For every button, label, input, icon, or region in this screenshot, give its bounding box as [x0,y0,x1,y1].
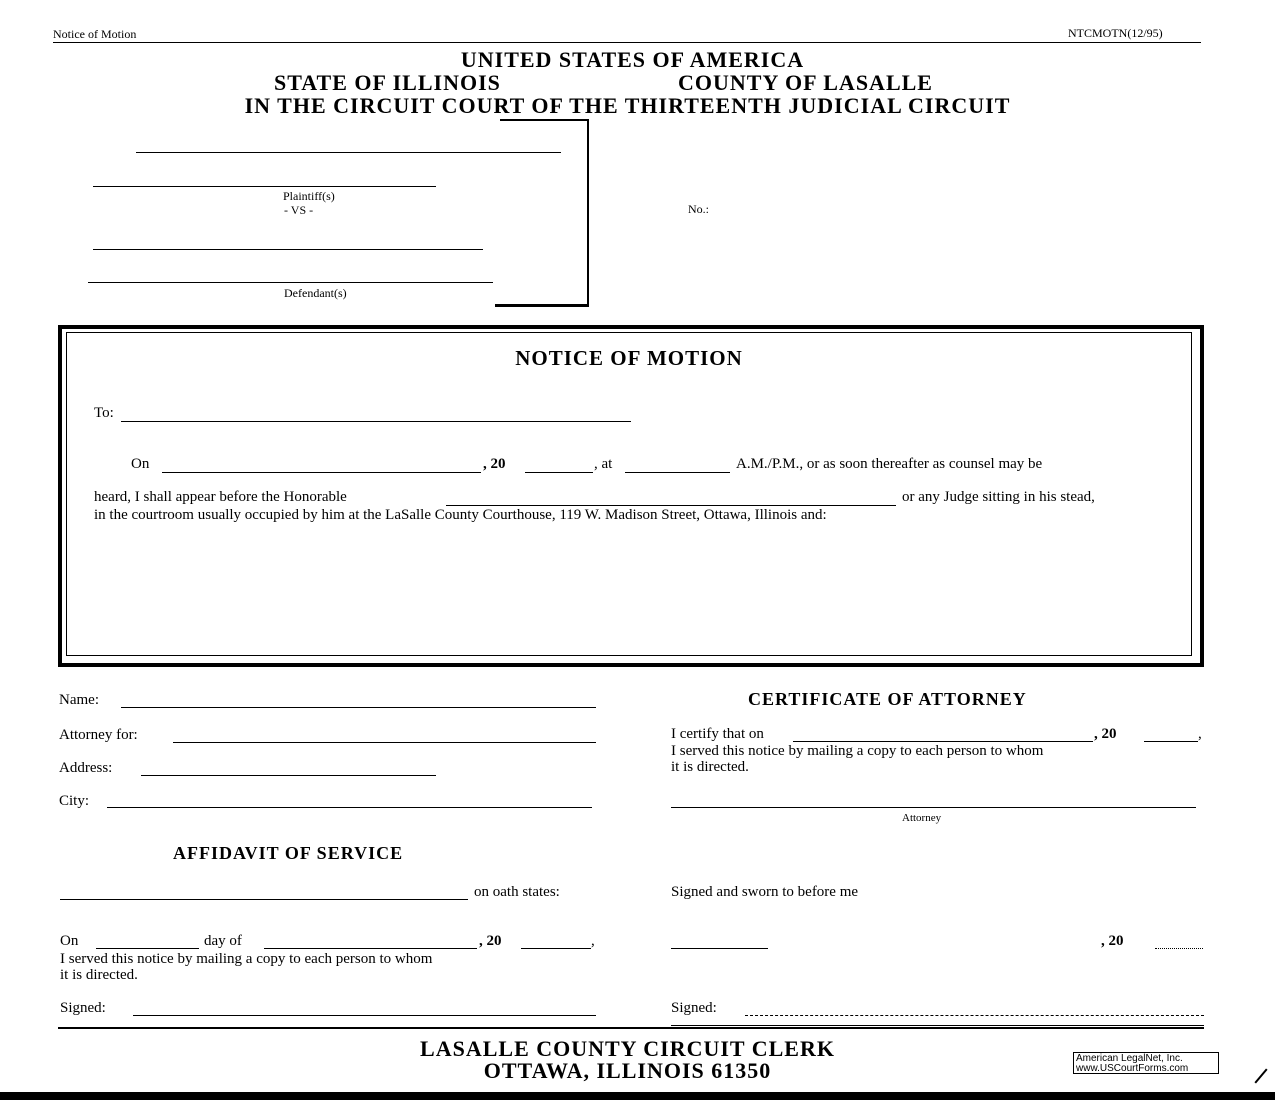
caption-bracket-bottom [495,304,589,307]
heading-court: IN THE CIRCUIT COURT OF THE THIRTEENTH JUDICIAL CIRCUIT [244,93,1011,118]
name-label: Name: [59,692,99,708]
publisher-box [1073,1052,1219,1074]
plaintiff-line-2[interactable] [93,186,436,187]
to-field[interactable] [121,421,631,422]
defendant-line-2[interactable] [88,282,493,283]
motion-year-field[interactable] [525,472,593,473]
attorney-for-label: Attorney for: [59,727,138,743]
defendant-line-1[interactable] [93,249,483,250]
footer-address: OTTAWA, ILLINOIS 61350 [483,1058,772,1083]
affidavit-day-field[interactable] [96,948,199,949]
header-rule [53,42,1201,43]
attorney-for-field[interactable] [173,742,596,743]
notary-signed-label: Signed: [671,1000,717,1016]
attorney-label: Attorney [902,812,942,824]
form-code: NTCMOTN(12/95) [1068,26,1163,40]
certify-year-prefix: , 20 [1094,726,1117,742]
affiant-name-field[interactable] [60,899,468,900]
judge-name-field[interactable] [446,505,896,506]
publisher-url[interactable]: www.USCourtForms.com [1076,1063,1189,1074]
heard-text: heard, I shall appear before the Honorable [94,489,347,505]
plaintiff-line-1[interactable] [136,152,561,153]
courtroom-text: in the courtroom usually occupied by him at the LaSalle County Courthouse, 119 W. Madison Street, Ottawa, Illinois and: [94,507,827,523]
affidavit-year-field[interactable] [521,948,591,949]
notary-date-field[interactable] [671,948,768,949]
certify-served-line1: I served this notice by mailing a copy to each person to whom [671,743,1044,759]
sworn-label: Signed and sworn to before me [671,884,859,900]
certify-date-field[interactable] [793,741,1093,742]
publisher-name: American LegalNet, Inc. [1076,1053,1183,1064]
notary-year-prefix: , 20 [1101,933,1124,949]
name-field[interactable] [121,707,596,708]
notary-year-field[interactable] [1155,948,1203,949]
on-label: On [131,456,150,472]
city-label: City: [59,793,90,809]
notary-rule [671,1025,1204,1026]
address-field[interactable] [141,775,436,776]
page-curl-icon [1254,1068,1267,1083]
affidavit-title: AFFIDAVIT OF SERVICE [173,843,404,863]
defendant-label: Defendant(s) [284,286,347,300]
affidavit-signed-label: Signed: [60,1000,106,1016]
plaintiff-label: Plaintiff(s) [283,189,335,203]
affidavit-served-line2: it is directed. [60,967,138,983]
certify-year-suffix: , [1198,726,1202,742]
bottom-bar [0,1092,1275,1100]
certify-label: I certify that on [671,726,764,742]
affidavit-month-field[interactable] [264,948,477,949]
vs-label: - VS - [284,203,314,217]
to-label: To: [94,405,114,421]
caption-bracket-side [587,119,589,306]
certify-served-line2: it is directed. [671,759,749,775]
form-name: Notice of Motion [53,27,137,41]
attorney-signature-field[interactable] [671,807,1196,808]
certify-year-field[interactable] [1144,741,1198,742]
motion-date-field[interactable] [162,472,481,473]
certificate-title: CERTIFICATE OF ATTORNEY [748,689,1027,709]
caption-bracket-top [500,119,589,121]
affidavit-signature-field[interactable] [133,1015,596,1016]
affidavit-on-label: On [60,933,79,949]
case-number-label: No.: [688,202,709,216]
address-label: Address: [59,760,113,776]
day-of-label: day of [204,933,242,949]
oath-label: on oath states: [474,884,560,900]
city-field[interactable] [107,807,592,808]
affidavit-year-suffix: , [591,933,595,949]
at-label: , at [594,456,613,472]
heading-country: UNITED STATES OF AMERICA [460,47,805,72]
judge-text: or any Judge sitting in his stead, [902,489,1095,505]
year-prefix: , 20 [483,456,506,472]
notice-title: NOTICE OF MOTION [515,346,743,370]
affidavit-served-line1: I served this notice by mailing a copy to each person to whom [60,951,433,967]
motion-time-field[interactable] [625,472,730,473]
footer-clerk: LASALLE COUNTY CIRCUIT CLERK [420,1036,835,1061]
footer-rule-top [58,1027,1204,1029]
affidavit-year-prefix: , 20 [479,933,502,949]
heading-state: STATE OF ILLINOIS [274,70,501,95]
notary-signature-field[interactable] [745,1015,1204,1016]
heading-county: COUNTY OF LASALLE [678,70,933,95]
ampm-text: A.M./P.M., or as soon thereafter as counsel may be [736,456,1043,472]
